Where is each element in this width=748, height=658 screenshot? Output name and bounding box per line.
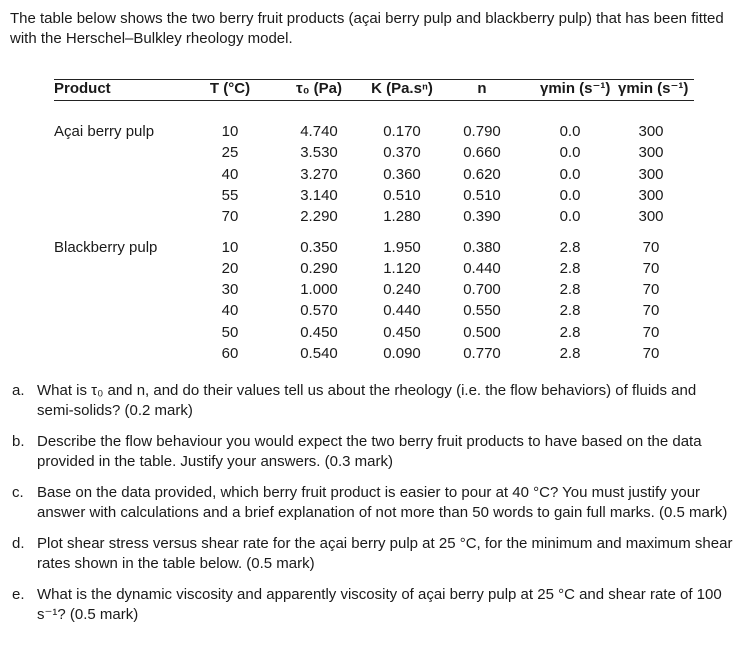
yield-stress-cell: 3.140 [300,186,338,204]
shear-rate-min-cell: 0.0 [559,123,581,140]
shear-rate-max-cell: 70 [642,323,660,341]
question-item [0,534,734,574]
product-name: Blackberry pulp [54,238,158,256]
header-shear-rate-min: γmin (s⁻¹) [540,80,611,97]
shear-rate-min-cell: 2.8 [559,281,581,299]
shear-rate-min-cell: 2.8 [559,238,581,256]
temperature-cell: 10 [221,238,239,256]
flow-index-cell: 0.790 [463,123,501,140]
flow-index-cell: 0.440 [463,259,501,277]
shear-rate-max-cell: 300 [638,186,664,204]
yield-stress-cell: 0.540 [300,345,338,362]
shear-rate-min-cell: 0.0 [559,165,581,183]
flow-index-cell: 0.700 [463,281,501,299]
temperature-cell: 10 [221,123,239,140]
question-item [0,483,734,523]
yield-stress-cell: 2.290 [300,208,338,226]
question-label: b. [12,433,25,450]
temperature-cell: 40 [221,302,239,320]
consistency-cell: 0.240 [383,281,421,299]
shear-rate-max-cell: 300 [638,165,664,183]
consistency-cell: 0.090 [383,345,421,362]
yield-stress-cell: 3.270 [300,165,338,183]
yield-stress-cell: 3.530 [300,144,338,162]
temperature-cell: 70 [221,208,239,226]
yield-stress-cell: 4.740 [300,123,338,140]
rheology-table [54,79,694,362]
flow-index-cell: 0.390 [463,208,501,226]
consistency-cell: 0.510 [383,186,421,204]
shear-rate-min-cell: 0.0 [559,144,581,162]
temperature-cell: 50 [221,323,239,341]
question-text: Describe the flow behaviour you would expect the two berry fruit products to have based on the data provided in the table. Justify your answers. (0.3 mark) [37,433,702,470]
question-label: a. [12,382,25,399]
question-text: Base on the data provided, which berry fruit product is easier to pour at 40 °C? You must justify your answer with calculations and a brief explanation of not more than 50 words to gain full marks. (0.5 mark) [37,484,728,521]
consistency-cell: 0.450 [383,323,421,341]
shear-rate-max-cell: 70 [642,345,660,362]
consistency-cell: 1.280 [383,208,421,226]
question-item [0,585,734,625]
consistency-cell: 1.120 [383,259,421,277]
header-shear-rate-max: γmin (s⁻¹) [618,80,689,97]
table-header-row [54,79,694,99]
temperature-cell: 55 [221,186,239,204]
consistency-cell: 1.950 [383,238,421,256]
question-list [0,381,748,625]
header-yield-stress: τ₀ (Pa) [296,80,342,97]
table-header-rule [54,100,694,101]
yield-stress-cell: 0.570 [300,302,338,320]
yield-stress-cell: 0.450 [300,323,338,341]
consistency-cell: 0.170 [383,123,421,140]
intro-paragraph: The table below shows the two berry fruit products (açai berry pulp and blackberry pulp) that has been fitted with the Herschel–Bulkley rheology model. [10,10,724,47]
yield-stress-cell: 1.000 [300,281,338,299]
yield-stress-cell: 0.350 [300,238,338,256]
shear-rate-max-cell: 300 [638,123,664,140]
shear-rate-min-cell: 2.8 [559,345,581,362]
consistency-cell: 0.360 [383,165,421,183]
question-text: What is τ₀ and n, and do their values tell us about the rheology (i.e. the flow behaviors) of fluids and semi-solids? (0.2 mark) [37,382,697,419]
product-name: Açai berry pulp [54,123,155,140]
shear-rate-min-cell: 2.8 [559,302,581,320]
flow-index-cell: 0.660 [463,144,501,162]
temperature-cell: 25 [221,144,239,162]
header-temperature: T (°C) [209,80,251,97]
shear-rate-min-cell: 0.0 [559,186,581,204]
question-label: d. [12,535,25,552]
header-consistency: K (Pa.sⁿ) [371,80,433,97]
shear-rate-max-cell: 300 [638,208,664,226]
shear-rate-max-cell: 70 [642,302,660,320]
question-label: c. [12,484,24,501]
temperature-cell: 20 [221,259,239,277]
question-text: What is the dynamic viscosity and apparently viscosity of açai berry pulp at 25 °C and shear rate of 100 s⁻¹? (0.5 mark) [37,586,722,623]
flow-index-cell: 0.510 [463,186,501,204]
question-item [0,432,734,472]
question-label: e. [12,586,25,603]
header-flow-index: n [477,80,487,97]
temperature-cell: 40 [221,165,239,183]
shear-rate-min-cell: 2.8 [559,323,581,341]
question-item [0,381,734,421]
shear-rate-min-cell: 2.8 [559,259,581,277]
header-product: Product [54,80,111,97]
shear-rate-max-cell: 70 [642,238,660,256]
shear-rate-min-cell: 0.0 [559,208,581,226]
flow-index-cell: 0.500 [463,323,501,341]
yield-stress-cell: 0.290 [300,259,338,277]
question-text: Plot shear stress versus shear rate for the açai berry pulp at 25 °C, for the minimum and maximum shear rates shown in the table below. (0.5 mark) [37,535,733,572]
shear-rate-max-cell: 300 [638,144,664,162]
consistency-cell: 0.370 [383,144,421,162]
flow-index-cell: 0.380 [463,238,501,256]
temperature-cell: 30 [221,281,239,299]
flow-index-cell: 0.770 [463,345,501,362]
shear-rate-max-cell: 70 [642,259,660,277]
shear-rate-max-cell: 70 [642,281,660,299]
flow-index-cell: 0.550 [463,302,501,320]
consistency-cell: 0.440 [383,302,421,320]
temperature-cell: 60 [221,345,239,362]
flow-index-cell: 0.620 [463,165,501,183]
